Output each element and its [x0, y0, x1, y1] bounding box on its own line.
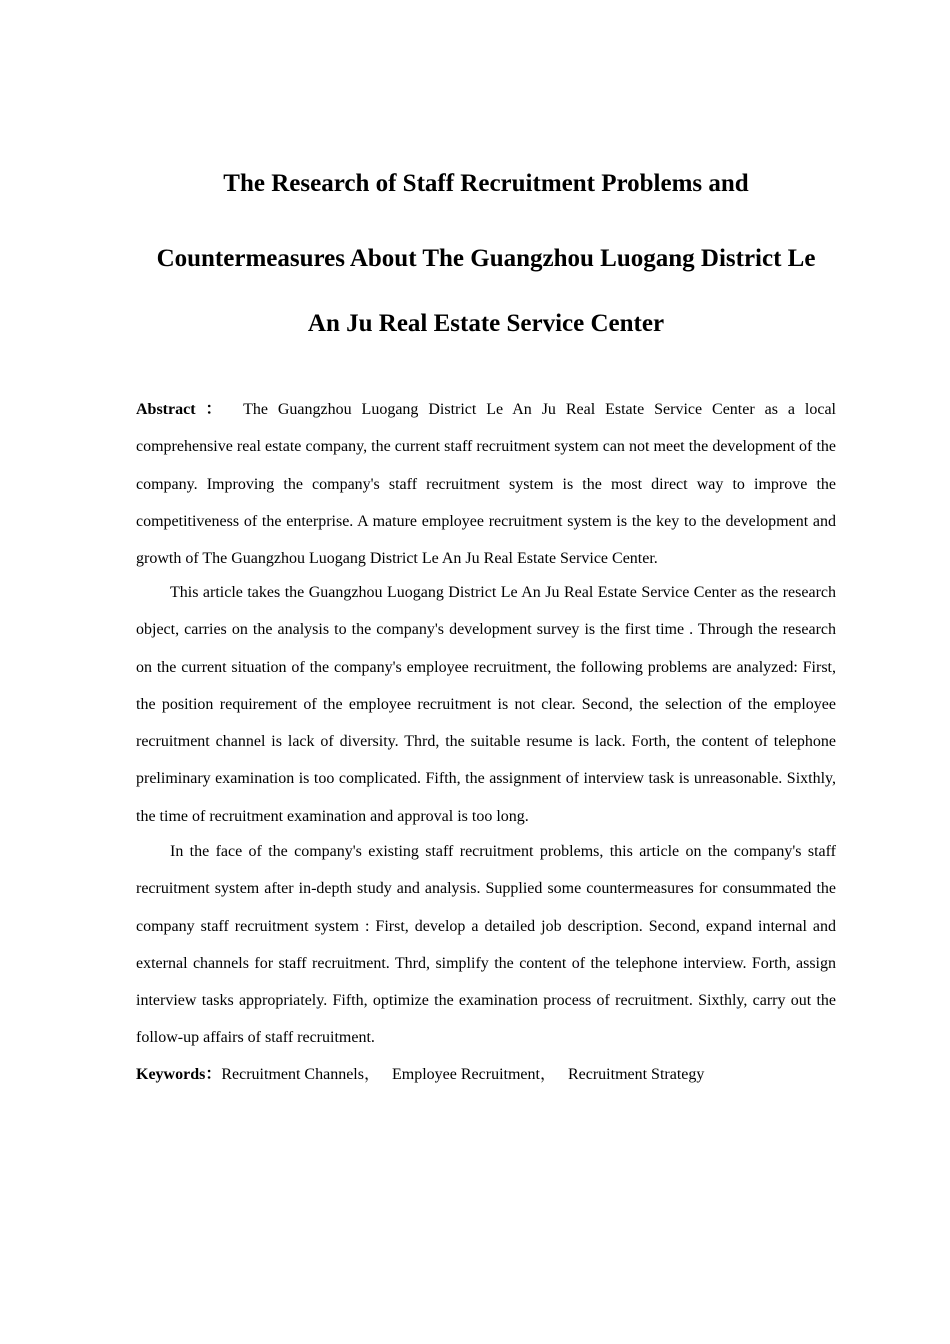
title-line-3: An Ju Real Estate Service Center	[307, 310, 665, 337]
abstract-paragraph-3: In the face of the company's existing staff recruitment problems, this article on the company's staff recruitment system after in-depth study and analysis. Supplied some countermeasures for consummated the company staff recruitment system : First, develop a detailed job description. Second, expand internal and external channels for staff recruitment. Thrd, simplify the content of the telephone interview. Forth, assign interview tasks appropriately. Fifth, optimize the examination process of recruitment. Sixthly, carry out the follow-up affairs of staff recruitment.	[136, 843, 836, 1047]
keyword-item: Employee Recruitment	[392, 1066, 540, 1083]
title-line-1: The Research of Staff Recruitment Problems and	[223, 170, 749, 197]
abstract-label: Abstract ：	[136, 401, 228, 418]
abstract-paragraph-1	[136, 391, 836, 577]
title-line-2: Countermeasures About The Guangzhou Luogang District Le	[156, 245, 816, 272]
abstract-text-1: The Guangzhou Luogang District Le An Ju Real Estate Service Center as a local comprehensive real estate company, the current staff recruitment system can not meet the development of the company. Improving the company's staff recruitment system is the most direct way to improve the competitiveness of the enterprise. A mature employee recruitment system is the key to the development and growth of The Guangzhou Luogang District Le An Ju Real Estate Service Center.	[136, 401, 836, 568]
keywords-line	[136, 1056, 836, 1093]
keyword-item: Recruitment Channels	[221, 1066, 364, 1083]
keyword-separator: ，	[363, 1066, 380, 1083]
keywords-label: Keywords：	[136, 1066, 222, 1083]
abstract-paragraph-2: This article takes the Guangzhou Luogang District Le An Ju Real Estate Service Center as the research object, carries on the analysis to the company's development survey is the first time . Through the research on the current situation of the company's employee recruitment, the following problems are analyzed: First, the position requirement of the employee recruitment is not clear. Second, the selection of the employee recruitment channel is lack of diversity. Thrd, the suitable resume is lack. Forth, the content of telephone preliminary examination is too complicated. Fifth, the assignment of interview task is unreasonable. Sixthly, the time of recruitment examination and approval is too long.	[136, 584, 836, 825]
keyword-separator: ，	[539, 1066, 556, 1083]
keyword-item: Recruitment Strategy	[567, 1066, 705, 1083]
